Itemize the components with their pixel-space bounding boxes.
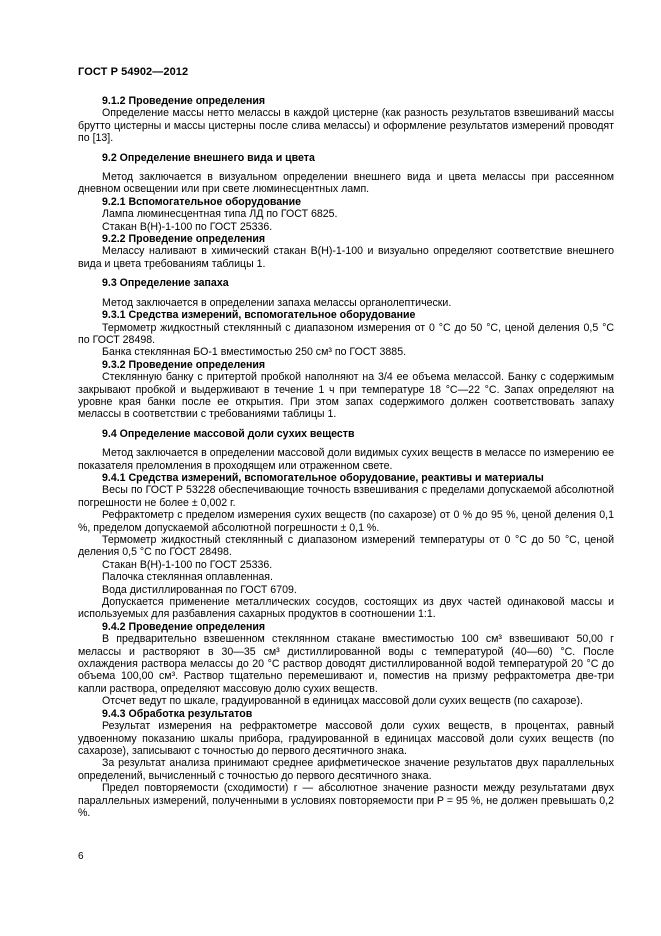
section-heading: 9.4.2 Проведение определения <box>102 620 266 633</box>
paragraph: Рефрактометр с пределом измерения сухих веществ (по сахарозе) от 0 % до 95 %, ценой деления 0,1 %, пределом допускаемой абсолютной погрешности ± 0,1 %. <box>78 509 614 534</box>
section-heading: 9.2 Определение внешнего вида и цвета <box>102 151 315 164</box>
paragraph: Стеклянную банку с притертой пробкой наполняют на 3/4 ее объема мелассой. Банку с содержимым закрывают пробкой и выдерживают в течение 1 ч при температуре 18 °С—22 °С. Запах определяют на уровне края банки после ее открытия. При этом запах содержимого должен соответствовать запаху мелассы в соответствии с требованиями таблицы 1. <box>78 371 614 421</box>
section-heading: 9.4.1 Средства измерений, вспомогательное оборудование, реактивы и материалы <box>102 471 544 484</box>
paragraph: Термометр жидкостный стеклянный с диапазоном измерений температуры от 0 °С до 50 °С, ценой деления 0,5 °С по ГОСТ 28498. <box>78 534 614 559</box>
paragraph: Определение массы нетто мелассы в каждой цистерне (как разность результатов взвешиваний массы брутто цистерны и массы цистерны после слива мелассы) и оформление результатов измерений проводят по [13]. <box>78 107 614 145</box>
paragraph: Допускается применение металлических сосудов, состоящих из двух частей одинаковой массы и используемых для разбавления сахарных продуктов в соотношении 1:1. <box>78 596 614 621</box>
paragraph: Метод заключается в определении запаха мелассы органолептически. <box>102 296 452 309</box>
paragraph: Мелассу наливают в химический стакан В(Н)-1-100 и визуально определяют соответствие внешнего вида и цвета требованиям таблицы 1. <box>78 245 614 270</box>
page-number: 6 <box>78 851 84 862</box>
document-header: ГОСТ Р 54902—2012 <box>78 66 189 78</box>
paragraph: Результат измерения на рефрактометре массовой доли сухих веществ, в процентах, равный удвоенному показанию шкалы прибора, градуированной в единицах массовой доли сухих веществ (по сахарозе), записывают с точностью до первого десятичного знака. <box>78 720 614 757</box>
section-heading: 9.2.1 Вспомогательное оборудование <box>102 195 301 208</box>
paragraph: Метод заключается в определении массовой доли видимых сухих веществ в мелассе по измерению ее показателя преломления в проходящем или отраженном свете. <box>78 447 614 472</box>
paragraph: Банка стеклянная БО-1 вместимостью 250 см³ по ГОСТ 3885. <box>102 346 407 359</box>
section-heading: 9.4 Определение массовой доли сухих веществ <box>102 427 355 440</box>
paragraph: Вода дистиллированная по ГОСТ 6709. <box>102 583 297 596</box>
paragraph: Лампа люминесцентная типа ЛД по ГОСТ 6825. <box>102 208 338 221</box>
paragraph: Метод заключается в визуальном определении внешнего вида и цвета мелассы при рассеянном дневном освещении или при свете люминесцентных ламп. <box>78 171 614 196</box>
section-heading: 9.2.2 Проведение определения <box>102 233 266 246</box>
paragraph: Отсчет ведут по шкале, градуированной в единицах массовой доли сухих веществ (по сахарозе). <box>102 695 583 708</box>
section-heading: 9.3.2 Проведение определения <box>102 358 266 371</box>
paragraph: Предел повторяемости (сходимости) r — абсолютное значение разности между результатами двух параллельных измерений, полученными в условиях повторяемости при P = 95 %, не должен превышать 0,2 %. <box>78 782 614 819</box>
paragraph: За результат анализа принимают среднее арифметическое значение результатов двух параллельных определений, вычисленный с точностью до первого десятичного знака. <box>78 757 614 782</box>
section-heading: 9.1.2 Проведение определения <box>102 95 266 107</box>
paragraph: Стакан В(Н)-1-100 по ГОСТ 25336. <box>102 220 273 233</box>
paragraph: В предварительно взвешенном стеклянном стакане вместимостью 100 см³ взвешивают 50,00 г мелассы и растворяют в 30—35 см³ дистиллированной воды с температурой (40—60) °С. После охлаждения раствора мелассы до 20 °С раствор доводят дистиллированной водой температурой 20 °С до объема 100,00 см³. Раствор тщательно перемешивают и, поместив на призму рефрактометра две-три капли раствора, определяют массовую долю сухих веществ. <box>78 633 614 695</box>
document-body <box>78 95 614 819</box>
paragraph: Термометр жидкостный стеклянный с диапазоном измерения от 0 °С до 50 °С, ценой деления 0,5 °С по ГОСТ 28498. <box>78 321 614 346</box>
section-heading: 9.3.1 Средства измерений, вспомогательное оборудование <box>102 309 416 322</box>
paragraph: Стакан В(Н)-1-100 по ГОСТ 25336. <box>102 558 273 571</box>
section-heading: 9.3 Определение запаха <box>102 277 229 290</box>
paragraph: Палочка стеклянная оплавленная. <box>102 571 273 584</box>
section-heading: 9.4.3 Обработка результатов <box>102 707 253 720</box>
paragraph: Весы по ГОСТ Р 53228 обеспечивающие точность взвешивания с пределами допускаемой абсолютной погрешности не более ± 0,002 г. <box>78 484 614 509</box>
